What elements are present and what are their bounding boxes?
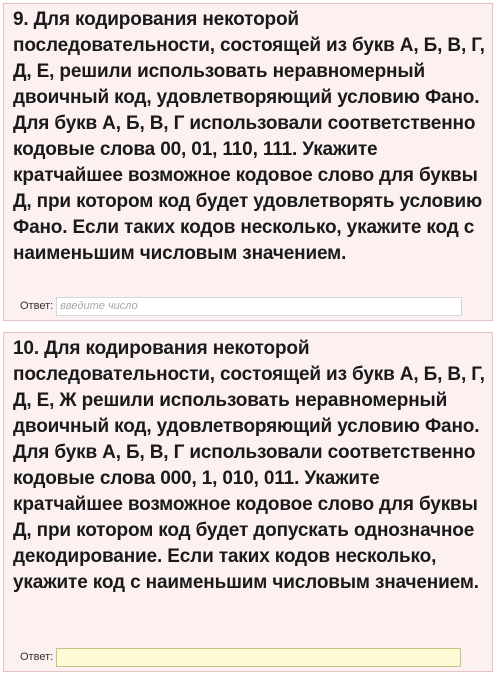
- answer-row-9: [20, 296, 462, 316]
- answer-row-10: [20, 647, 461, 667]
- answer-label-9: Ответ:: [20, 300, 54, 312]
- task-text-10: 10. Для кодирования некоторой последовательности, состоящей из букв А, Б, В, Г, Д, Е, Ж решили использовать неравномерный двоичный код, удовлетворяющий условию Фано. Для букв А, Б, В, Г использовали соответственно кодовые слова 000, 1, 010, 011. Укажите кратчайшее возможное кодовое слово для буквы Д, при котором код будет допускать однозначное декодирование. Если таких кодов несколько, укажите код с наименьшим числовым значением.: [13, 338, 485, 593]
- answer-label-10: Ответ:: [20, 651, 54, 663]
- task-text-9: 9. Для кодирования некоторой последовательности, состоящей из букв А, Б, В, Г, Д, Е, решили использовать неравномерный двоичный код, удовлетворяющий условию Фано. Для букв А, Б, В, Г использовали соответственно кодовые слова 00, 01, 110, 111. Укажите кратчайшее возможное кодовое слово для буквы Д, при котором код будет удовлетворять условию Фано. Если таких кодов несколько, укажите код с наименьшим числовым значением.: [13, 9, 485, 264]
- answer-input-10[interactable]: [56, 648, 461, 667]
- task-card-9: [3, 3, 493, 321]
- answer-input-9[interactable]: [56, 297, 462, 316]
- task-card-10: [3, 332, 493, 672]
